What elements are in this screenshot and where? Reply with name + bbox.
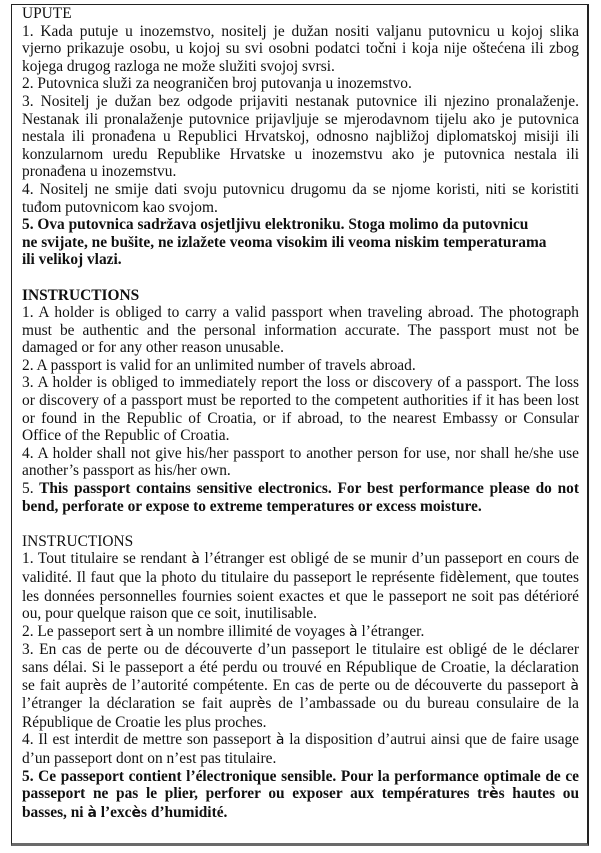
text-run: l’étranger est obligé de se munir d’un passeport en cours de validité. Il faut que la photo du titulaire du passeport le représente fid	[22, 550, 579, 586]
text-run: l’étranger.	[357, 622, 425, 640]
instruction-item-en-4: 4. A holder shall not give his/her passport to another person for use, nor shall he/she use another’s passport as his/her own.	[22, 444, 579, 480]
fallback-glyph: à	[275, 732, 285, 749]
instruction-item-hr-2: 2. Putovnica služi za neograničen broj putovanja u inozemstvo.	[22, 75, 412, 93]
item-text: This passport contains sensitive electronics. For best performance please do not bend, perforate or expose to extreme temperatures or excess moisture.	[22, 480, 579, 515]
instruction-item-en-5	[22, 480, 579, 515]
section-heading-instructions-en: INSTRUCTIONS	[22, 286, 140, 304]
text-run: lement, que toutes les données personnelles fournies soient exactes et que le passeport ne soit pas détérioré ou, pour quelque raison que ce soit, inutilisable.	[22, 569, 579, 623]
fallback-glyph: è	[489, 786, 499, 803]
fallback-glyph: è	[456, 570, 466, 586]
section-heading-upute: UPUTE	[22, 5, 72, 22]
instruction-item-fr-5	[22, 768, 579, 823]
text-run: 2. Le passeport sert	[22, 622, 146, 640]
fallback-glyph: à	[87, 804, 97, 821]
text-run: 3. En cas de perte ou de découverte d’un passeport le titulaire est obligé de le déclarer sans délai. Si le passeport a été perdu ou trouvé en République de Croatie, la déclaration se fait aupr	[22, 641, 579, 694]
instruction-item-hr-4: 4. Nositelj ne smije dati svoju putovnicu drugomu da se njome koristi, niti se koristiti tuđom putovnicom kao svojom.	[22, 180, 579, 216]
instruction-item-fr-3	[22, 641, 579, 731]
fallback-glyph: è	[131, 804, 141, 821]
text-run: l’exc	[96, 803, 132, 821]
instruction-item-fr-2	[22, 623, 579, 642]
fallback-glyph: à	[145, 623, 155, 640]
instruction-item-en-3: 3. A holder is obliged to immediately report the loss or discovery of a passport. The loss or discovery of a passport must be reported to the competent authorities if it has been lost or found in the Republic of Croatia, or if abroad, to the nearest Embassy or Consular Office of the Republic of Croatia.	[22, 374, 579, 445]
item-number: 5.	[22, 480, 34, 498]
fallback-glyph: à	[570, 677, 580, 694]
fallback-glyph: à	[349, 623, 358, 640]
hr-5-line-2: ne svijate, ne bušite, ne izlažete veoma visokim ili veoma niskim temperaturama	[22, 233, 547, 251]
text-run: s hautes ou basses, ni	[22, 785, 579, 821]
section-english	[22, 287, 579, 516]
passport-instructions-page	[22, 5, 579, 822]
text-run: s de l’autorité compétente. En cas de perte ou de découverte du passeport	[101, 676, 571, 694]
text-run: s d’humidité.	[141, 803, 228, 821]
section-croatian	[22, 5, 579, 269]
instruction-item-fr-4	[22, 731, 579, 767]
instruction-item-hr-5	[22, 216, 579, 269]
text-run: 5. Ce passeport contient l’électronique sensible. Pour la performance optimale de ce passeport ne pas le plier, perforer ou exposer aux températures tr	[22, 767, 579, 803]
fallback-glyph: è	[256, 696, 266, 713]
instruction-item-hr-1: 1. Kada putuje u inozemstvo, nositelj je dužan nositi valjanu putovnicu u kojoj slika vjerno prikazuje osobu, u kojoj su svi osobni podatci točni i koja nije oštećena ili zbog kojega drugog razloga ne može služiti svojoj svrsi.	[22, 22, 579, 75]
fallback-glyph: à	[191, 551, 200, 568]
instruction-item-en-1: 1. A holder is obliged to carry a valid passport when traveling abroad. The photograph must be authentic and the personal information accurate. The passport must not be damaged or for any other reason unusable.	[22, 304, 579, 357]
instruction-item-en-2: 2. A passport is valid for an unlimited number of travels abroad.	[22, 356, 416, 374]
hr-5-line-3: ili velikoj vlazi.	[22, 251, 122, 269]
section-french	[22, 533, 579, 823]
hr-5-line-1: 5. Ova putovnica sadržava osjetljivu elektroniku. Stoga molimo da putovnicu	[22, 216, 529, 234]
instruction-item-fr-1	[22, 550, 579, 622]
text-run: s de l’ambassade ou du bureau consulaire de la République de Croatie les plus proches.	[22, 695, 579, 731]
text-run: 4. Il est interdit de mettre son passeport	[22, 731, 276, 749]
text-run: 1. Tout titulaire se rendant	[22, 550, 192, 568]
instruction-item-hr-3: 3. Nositelj je dužan bez odgode prijaviti nestanak putovnice ili njezino pronalaženje. Nestanak ili pronalaženje putovnice prijavljuje se mjerodavnom tijelu ako je putovnica nestala ili pronađena u Republici Hrvatskoj, odnosno najbližoj diplomatskoj misiji ili konzularnom uredu Republike Hrvatske u inozemstvu ako je putovnica nestala ili pronađena u inozemstvu.	[22, 92, 579, 181]
text-run: la disposition d’autrui ainsi que de faire usage d’un passeport dont on n’est pas titulaire.	[22, 731, 579, 767]
section-heading-instructions-fr: INSTRUCTIONS	[22, 532, 134, 550]
text-run: un nombre illimité de voyages	[154, 622, 350, 640]
text-run: l’étranger la déclaration se fait aupr	[22, 695, 257, 713]
fallback-glyph: è	[92, 677, 102, 694]
